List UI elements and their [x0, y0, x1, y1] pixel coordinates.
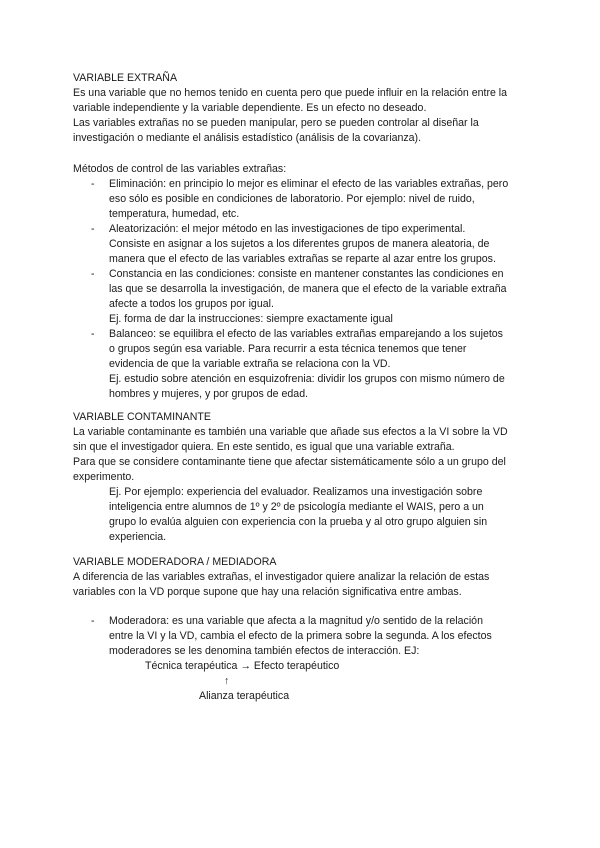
paragraph-line: variables con la VD porque supone que hay una relación significativa entre ambas. — [73, 586, 462, 598]
bullet-line: Constancia en las condiciones: consiste en mantener constantes las condiciones en — [109, 268, 504, 280]
paragraph-line: Para que se considere contaminante tiene que afectar sistemáticamente sólo a un grupo del — [73, 456, 506, 468]
bullet-line: Moderadora: es una variable que afecta a la magnitud y/o sentido de la relación — [109, 615, 483, 627]
bullet-line: las que se desarrolla la investigación, de manera que el efecto de la variable extraña — [109, 283, 507, 295]
bullet-line: temperatura, humedad, etc. — [109, 208, 240, 220]
bullet-dash: - — [91, 268, 95, 280]
diagram-up-arrow-icon: ↑ — [224, 675, 230, 687]
bullet-line: eso sólo es posible en condiciones de laboratorio. Por ejemplo: nivel de ruido, — [109, 193, 475, 205]
bullet-line: Aleatorización: el mejor método en las investigaciones de tipo experimental. — [109, 223, 466, 235]
bullet-line: Balanceo: se equilibra el efecto de las variables extrañas emparejando a los sujetos — [109, 328, 503, 340]
section-title-variable-moderadora: VARIABLE MODERADORA / MEDIADORA — [73, 556, 277, 568]
bullet-line: Ej. estudio sobre atención en esquizofrenia: dividir los grupos con mismo número de — [109, 373, 505, 385]
bullet-line: manera que el efecto de las variables extrañas se reparte al azar entre los grupos. — [109, 253, 496, 265]
bullet-line: Ej. forma de dar la instrucciones: siempre exactamente igual — [109, 313, 393, 325]
paragraph-line: Es una variable que no hemos tenido en cuenta pero que puede influir en la relación entre la — [73, 87, 508, 99]
diagram-row-cause-effect: Técnica terapéutica → Efecto terapéutico — [145, 660, 340, 672]
bullet-line: evidencia de que la variable extraña se relaciona con la VD. — [109, 358, 391, 370]
paragraph-line: A diferencia de las variables extrañas, el investigador quiere analizar la relación de estas — [73, 571, 490, 583]
paragraph-line: sin que el investigador quiera. En este sentido, es igual que una variable extraña. — [73, 441, 455, 453]
bullet-dash: - — [91, 615, 95, 627]
bullet-dash: - — [91, 178, 95, 190]
bullet-line: Consiste en asignar a los sujetos a los diferentes grupos de manera aleatoria, de — [109, 238, 490, 250]
example-line: inteligencia entre alumnos de 1º y 2º de psicología mediante el WAIS, pero a un — [109, 501, 484, 513]
bullet-dash: - — [91, 328, 95, 340]
paragraph-line: La variable contaminante es también una variable que añade sus efectos a la VI sobre la VD — [73, 426, 508, 438]
bullet-line: o grupos según esa variable. Para recurrir a esta técnica tenemos que tener — [109, 343, 467, 355]
bullet-line: afecte a todos los grupos por igual. — [109, 298, 274, 310]
bullet-line: Eliminación: en principio lo mejor es eliminar el efecto de las variables extrañas, pero — [109, 178, 509, 190]
bullet-dash: - — [91, 223, 95, 235]
paragraph-line: variable independiente y la variable dependiente. Es un efecto no deseado. — [73, 102, 427, 114]
example-line: grupo lo evalúa alguien con experiencia con la prueba y al otro grupo alguien sin — [109, 516, 488, 528]
diagram-row-moderator: Alianza terapéutica — [199, 690, 290, 702]
bullet-line: hombres y mujeres, y por grupos de edad. — [109, 388, 309, 400]
methods-title: Métodos de control de las variables extrañas: — [73, 163, 287, 175]
example-line: experiencia. — [109, 531, 167, 543]
paragraph-line: Las variables extrañas no se pueden manipular, pero se pueden controlar al diseñar la — [73, 117, 479, 129]
paragraph-line: experimento. — [73, 471, 135, 483]
bullet-line: moderadores se les denomina también efectos de interacción. EJ: — [109, 645, 420, 657]
example-line: Ej. Por ejemplo: experiencia del evaluador. Realizamos una investigación sobre — [109, 486, 483, 498]
section-title-variable-extrana: VARIABLE EXTRAÑA — [73, 72, 178, 84]
section-title-variable-contaminante: VARIABLE CONTAMINANTE — [73, 411, 211, 423]
paragraph-line: investigación o mediante el análisis estadístico (análisis de la covarianza). — [73, 132, 422, 144]
bullet-line: entre la VI y la VD, cambia el efecto de la primera sobre la segunda. A los efectos — [109, 630, 492, 642]
